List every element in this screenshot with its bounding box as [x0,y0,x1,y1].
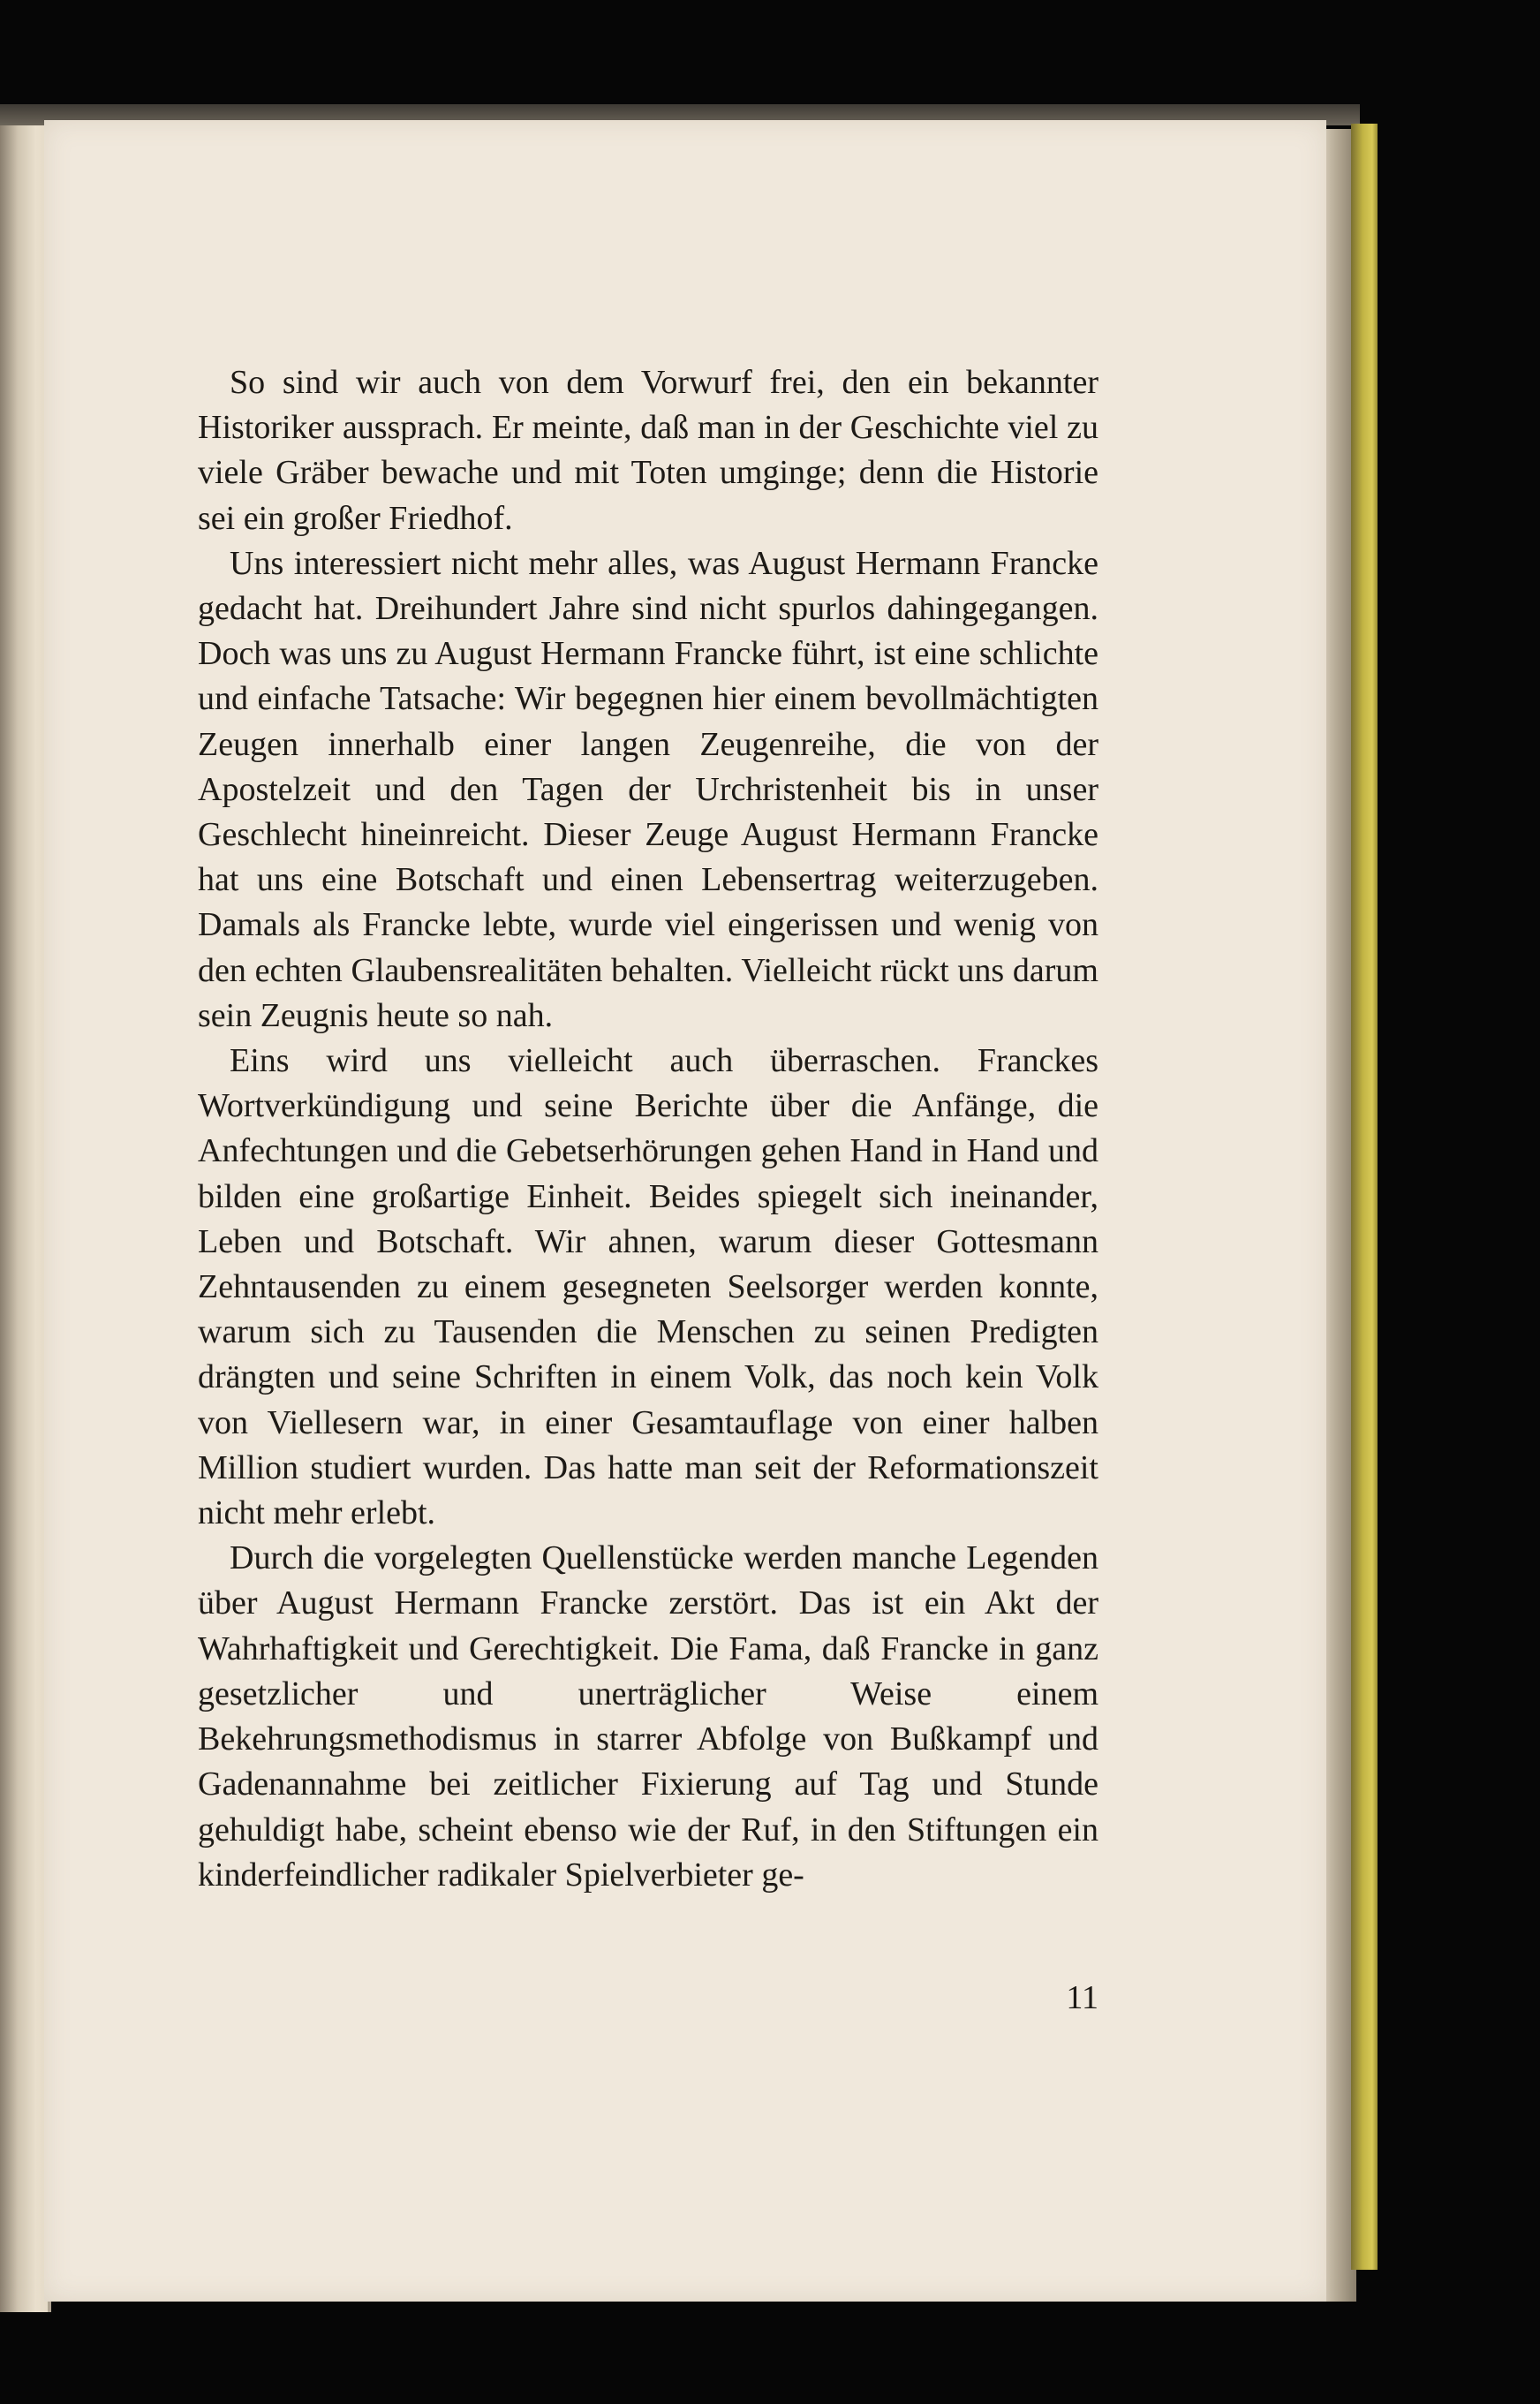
paragraph-2: Uns interessiert nicht mehr alles, was August Hermann Francke gedacht hat. Dreihundert Jahre sind nicht spurlos dahingegangen. Doch was uns zu August Hermann Francke führt, ist eine schlichte und einfache Tatsache: Wir begegnen hier einem bevollmächtigten Zeugen innerhalb einer langen Zeugenreihe, die von der Apostelzeit und den Tagen der Urchristenheit bis in unser Geschlecht hineinreicht. Dieser Zeuge August Hermann Francke hat uns eine Botschaft und einen Lebensertrag weiterzugeben. Damals als Francke lebte, wurde viel eingerissen und wenig von den echten Glaubensrealitäten behalten. Vielleicht rückt uns darum sein Zeugnis heute so nah. [198,544,1098,1034]
body-text [198,360,1098,1898]
paragraph-3: Eins wird uns vielleicht auch überraschen. Franckes Wortverkündigung und seine Berichte über die Anfänge, die Anfechtungen und die Gebetserhörungen gehen Hand in Hand und bilden eine großartige Einheit. Beides spiegelt sich ineinander, Leben und Botschaft. Wir ahnen, warum dieser Gottesmann Zehntausenden zu einem gesegneten Seelsorger werden konnte, warum sich zu Tausenden die Menschen zu seinen Predigten drängten und seine Schriften in einem Volk, das noch kein Volk von Viellesern war, in einer Gesamtauflage von einer halben Million studiert wurden. Das hatte man seit der Reformationszeit nicht mehr erlebt. [198,1042,1098,1532]
paragraph-4: Durch die vorgelegten Quellenstücke werden manche Legenden über August Hermann Francke zerstört. Das ist ein Akt der Wahrhaftigkeit und Gerechtigkeit. Die Fama, daß Francke in ganz gesetzlicher und unerträglicher Weise einem Bekehrungsmethodismus in starrer Abfolge von Bußkampf und Gadenannahme bei zeitlicher Fixierung auf Tag und Stunde gehuldigt habe, scheint ebenso wie der Ruf, in den Stiftungen ein kinderfeindlicher radikaler Spielverbieter ge- [198,1539,1098,1894]
book-cover-edge [1351,124,1378,2270]
paragraph-1: So sind wir auch von dem Vorwurf frei, den ein bekannter Historiker aussprach. Er meinte, daß man in der Geschichte viel zu viele Gräber bewache und mit Toten umginge; denn die Historie sei ein großer Friedhof. [198,364,1098,537]
page-number: 11 [1066,1979,1098,2016]
